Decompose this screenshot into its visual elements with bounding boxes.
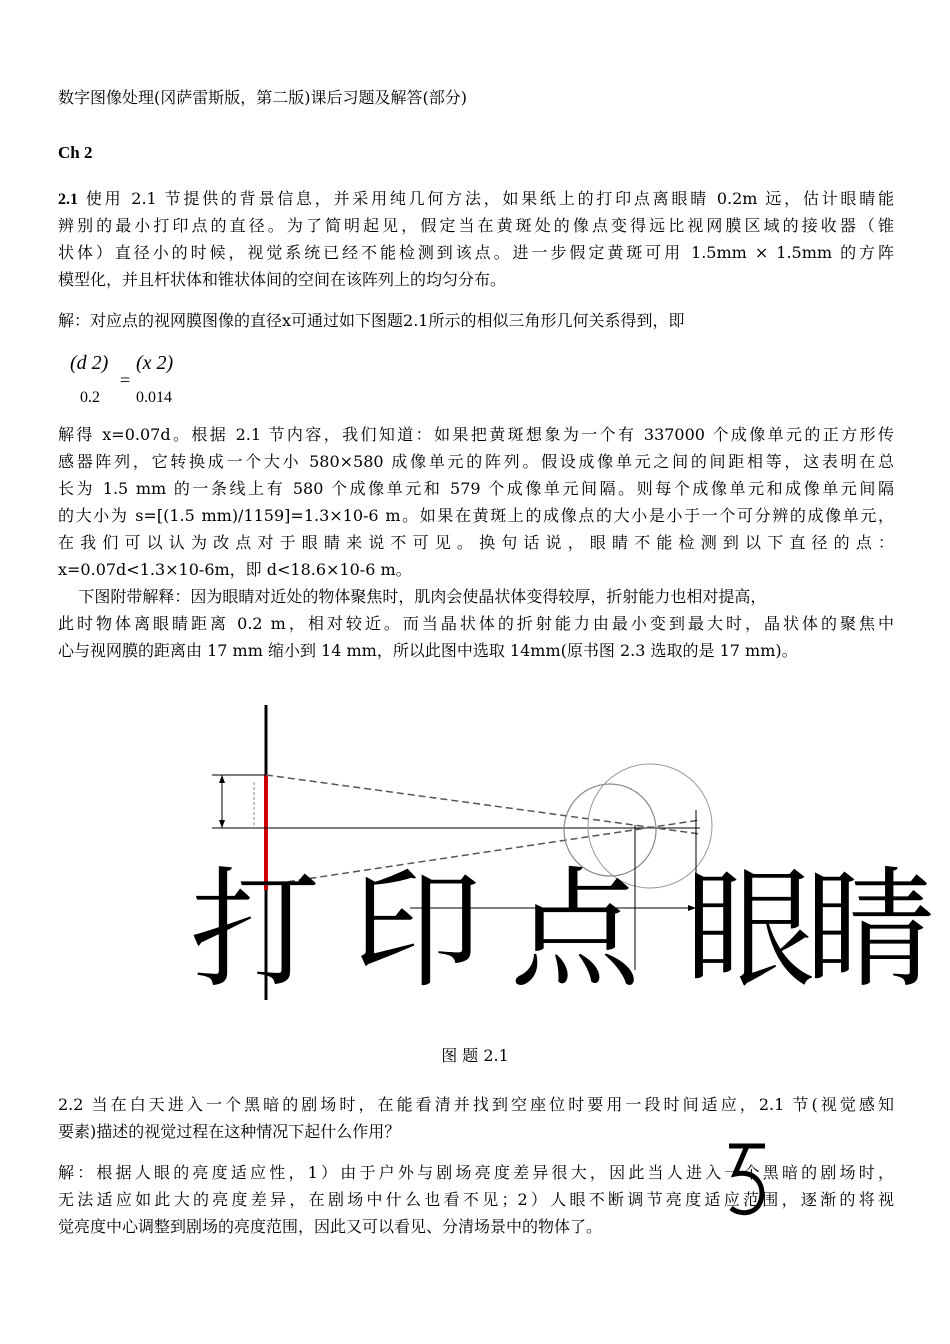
chapter-heading: Ch 2 (58, 143, 93, 162)
q22-line-2: 要素)描述的视觉过程在这种情况下起什么作用？ (58, 1122, 401, 1141)
eq-equals: = (120, 370, 131, 390)
a22-line-2: 无法适应如此大的亮度差异，在剧场中什么也看不见；2）人眼不断调节亮度适应范围，逐渐的将视 (58, 1190, 894, 1209)
a21-intro: 解：对应点的视网膜图像的直径x可通过如下图题2.1所示的相似三角形几何关系得到，即 (58, 311, 685, 330)
glyph-2: 印 (352, 854, 483, 1006)
arrow-up-icon (219, 775, 225, 783)
q21-number: 2.1 (58, 191, 78, 208)
q21-line-3: 状体）直径小的时候，视觉系统已经不能检测到该点。进一步假定黄斑可用 1.5mm × 1.5mm 的方阵 (58, 243, 894, 262)
doc-title: 数字图像处理(冈萨雷斯版，第二版)课后习题及解答(部分) (58, 88, 467, 107)
q21-line-1 (58, 190, 894, 209)
glyph-5: 睛 (805, 854, 936, 1006)
arrow-down-icon (219, 820, 225, 828)
a21-line-9: 心与视网膜的距离由 17 mm 缩小到 14 mm，所以此图中选取 14mm(原书图 2.3 选取的是 17 mm)。 (58, 641, 798, 660)
eq-left-numerator: (d 2) (70, 352, 109, 374)
q21-line-4: 模型化，并且杆状体和锥状体间的空间在该阵列上的均匀分布。 (58, 270, 507, 289)
eq-left-denominator: 0.2 (80, 389, 100, 406)
a21-line-6: x=0.07d<1.3×10-6m，即 d<18.6×10-6 m。 (58, 560, 412, 579)
a21-line-7: 下图附带解释：因为眼睛对近处的物体聚焦时，肌肉会使晶状体变得较厚，折射能力也相对提高， (58, 587, 767, 606)
stray-mark (725, 1140, 775, 1220)
a21-line-3: 长为 1.5 mm 的一条线上有 580 个成像单元和 579 个成像单元间隔。则每个成像单元和成像单元间隔 (58, 479, 894, 498)
eq-right-denominator: 0.014 (136, 389, 172, 406)
a21-line-2: 感器阵列，它转换成一个大小 580×580 成像单元的阵列。假设成像单元之间的间距相等，这表明在总 (58, 452, 894, 471)
a21-line-1: 解得 x=0.07d。根据 2.1 节内容，我们知道：如果把黄斑想象为一个有 337000 个成像单元的正方形传 (58, 425, 894, 444)
a22-line-1: 解：根据人眼的亮度适应性，1）由于户外与剧场亮度差异很大，因此当人进入一个黑暗的剧场时， (58, 1163, 894, 1182)
a21-line-4: 的大小为 s=[(1.5 mm)/1159]=1.3×10-6 m。如果在黄斑上的成像点的大小是小于一个可分辨的成像单元， (58, 506, 894, 525)
a21-line-5: 在我们可以认为改点对于眼睛来说不可见。换句话说，眼睛不能检测到以下直径的点： (58, 533, 894, 552)
a21-line-8: 此时物体离眼睛距离 0.2 m，相对较近。而当晶状体的折射能力由最小变到最大时，晶状体的聚焦中 (58, 614, 894, 633)
q21-line-2: 辨别的最小打印点的直径。为了简明起见，假定当在黄斑处的像点变得远比视网膜区域的接收器（锥 (58, 216, 894, 235)
glyph-4: 眼 (685, 854, 816, 1006)
glyph-3: 点 (510, 854, 641, 1006)
q22-line-1: 2.2 当在白天进入一个黑暗的剧场时，在能看清并找到空座位时要用一段时间适应，2.1 节(视觉感知 (58, 1095, 894, 1114)
figure-2-1 (180, 700, 950, 1010)
figure-caption: 图 题 2.1 (441, 1046, 509, 1065)
q21-text-1: 使用 2.1 节提供的背景信息，并采用纯几何方法，如果纸上的打印点离眼睛 0.2m 远，估计眼睛能 (85, 189, 894, 208)
a22-line-3: 觉亮度中心调整到剧场的亮度范围，因此又可以看见、分清场景中的物体了。 (58, 1217, 603, 1236)
glyph-1: 打 (190, 854, 321, 1006)
eq-right-numerator: (x 2) (136, 352, 174, 374)
